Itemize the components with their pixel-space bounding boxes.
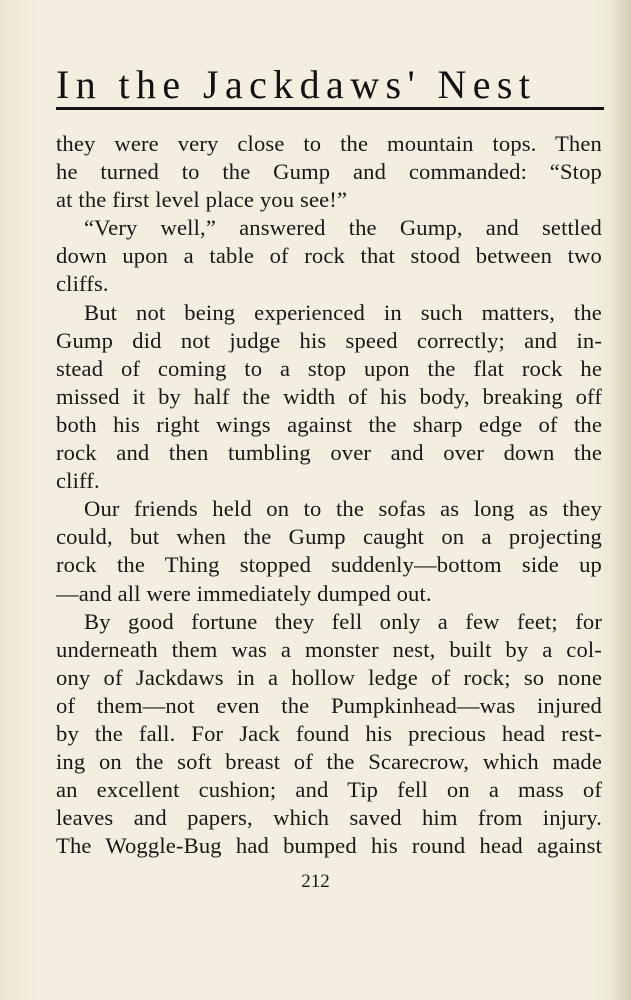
text-line: underneath them was a monster nest, built by a col-	[56, 636, 602, 662]
text-line: “Very well,” answered the Gump, and settled	[84, 215, 602, 241]
text-line: cliffs.	[56, 271, 109, 297]
text-line: of them—not even the Pumpkinhead—was injured	[56, 692, 602, 718]
page-edge-shadow	[609, 0, 631, 1000]
text-line: an excellent cushion; and Tip fell on a mass of	[56, 777, 602, 803]
text-line: The Woggle-Bug had bumped his round head against	[56, 833, 602, 859]
text-line: by the fall. For Jack found his precious head rest-	[56, 720, 602, 746]
text-line: Gump did not judge his speed correctly; and in-	[56, 327, 602, 353]
text-line: leaves and papers, which saved him from injury.	[56, 805, 602, 831]
text-line: rock the Thing stopped suddenly—bottom side up	[56, 552, 602, 578]
text-line: ony of Jackdaws in a hollow ledge of rock; so none	[56, 664, 602, 690]
text-line: he turned to the Gump and commanded: “Stop	[56, 159, 602, 185]
text-line: —and all were immediately dumped out.	[56, 580, 432, 606]
page-number: 212	[301, 871, 330, 892]
running-head: In the Jackdaws' Nest	[56, 62, 537, 107]
text-line: could, but when the Gump caught on a projecting	[56, 524, 602, 550]
text-line: they were very close to the mountain tops. Then	[56, 131, 602, 156]
text-line: ing on the soft breast of the Scarecrow, which made	[56, 749, 602, 775]
text-line: cliff.	[56, 468, 100, 494]
body-text	[56, 130, 602, 860]
text-line: By good fortune they fell only a few feet; for	[84, 608, 602, 634]
text-line: stead of coming to a stop upon the flat rock he	[56, 355, 602, 381]
text-line: missed it by half the width of his body, breaking off	[56, 383, 602, 409]
text-line: Our friends held on to the sofas as long as they	[84, 496, 602, 522]
text-line: at the first level place you see!”	[56, 187, 348, 213]
text-line: both his right wings against the sharp edge of the	[56, 411, 602, 437]
text-line: rock and then tumbling over and over down the	[56, 440, 602, 466]
text-line: down upon a table of rock that stood between two	[56, 243, 602, 269]
header-rule	[56, 107, 604, 110]
text-line: But not being experienced in such matters, the	[84, 299, 602, 325]
